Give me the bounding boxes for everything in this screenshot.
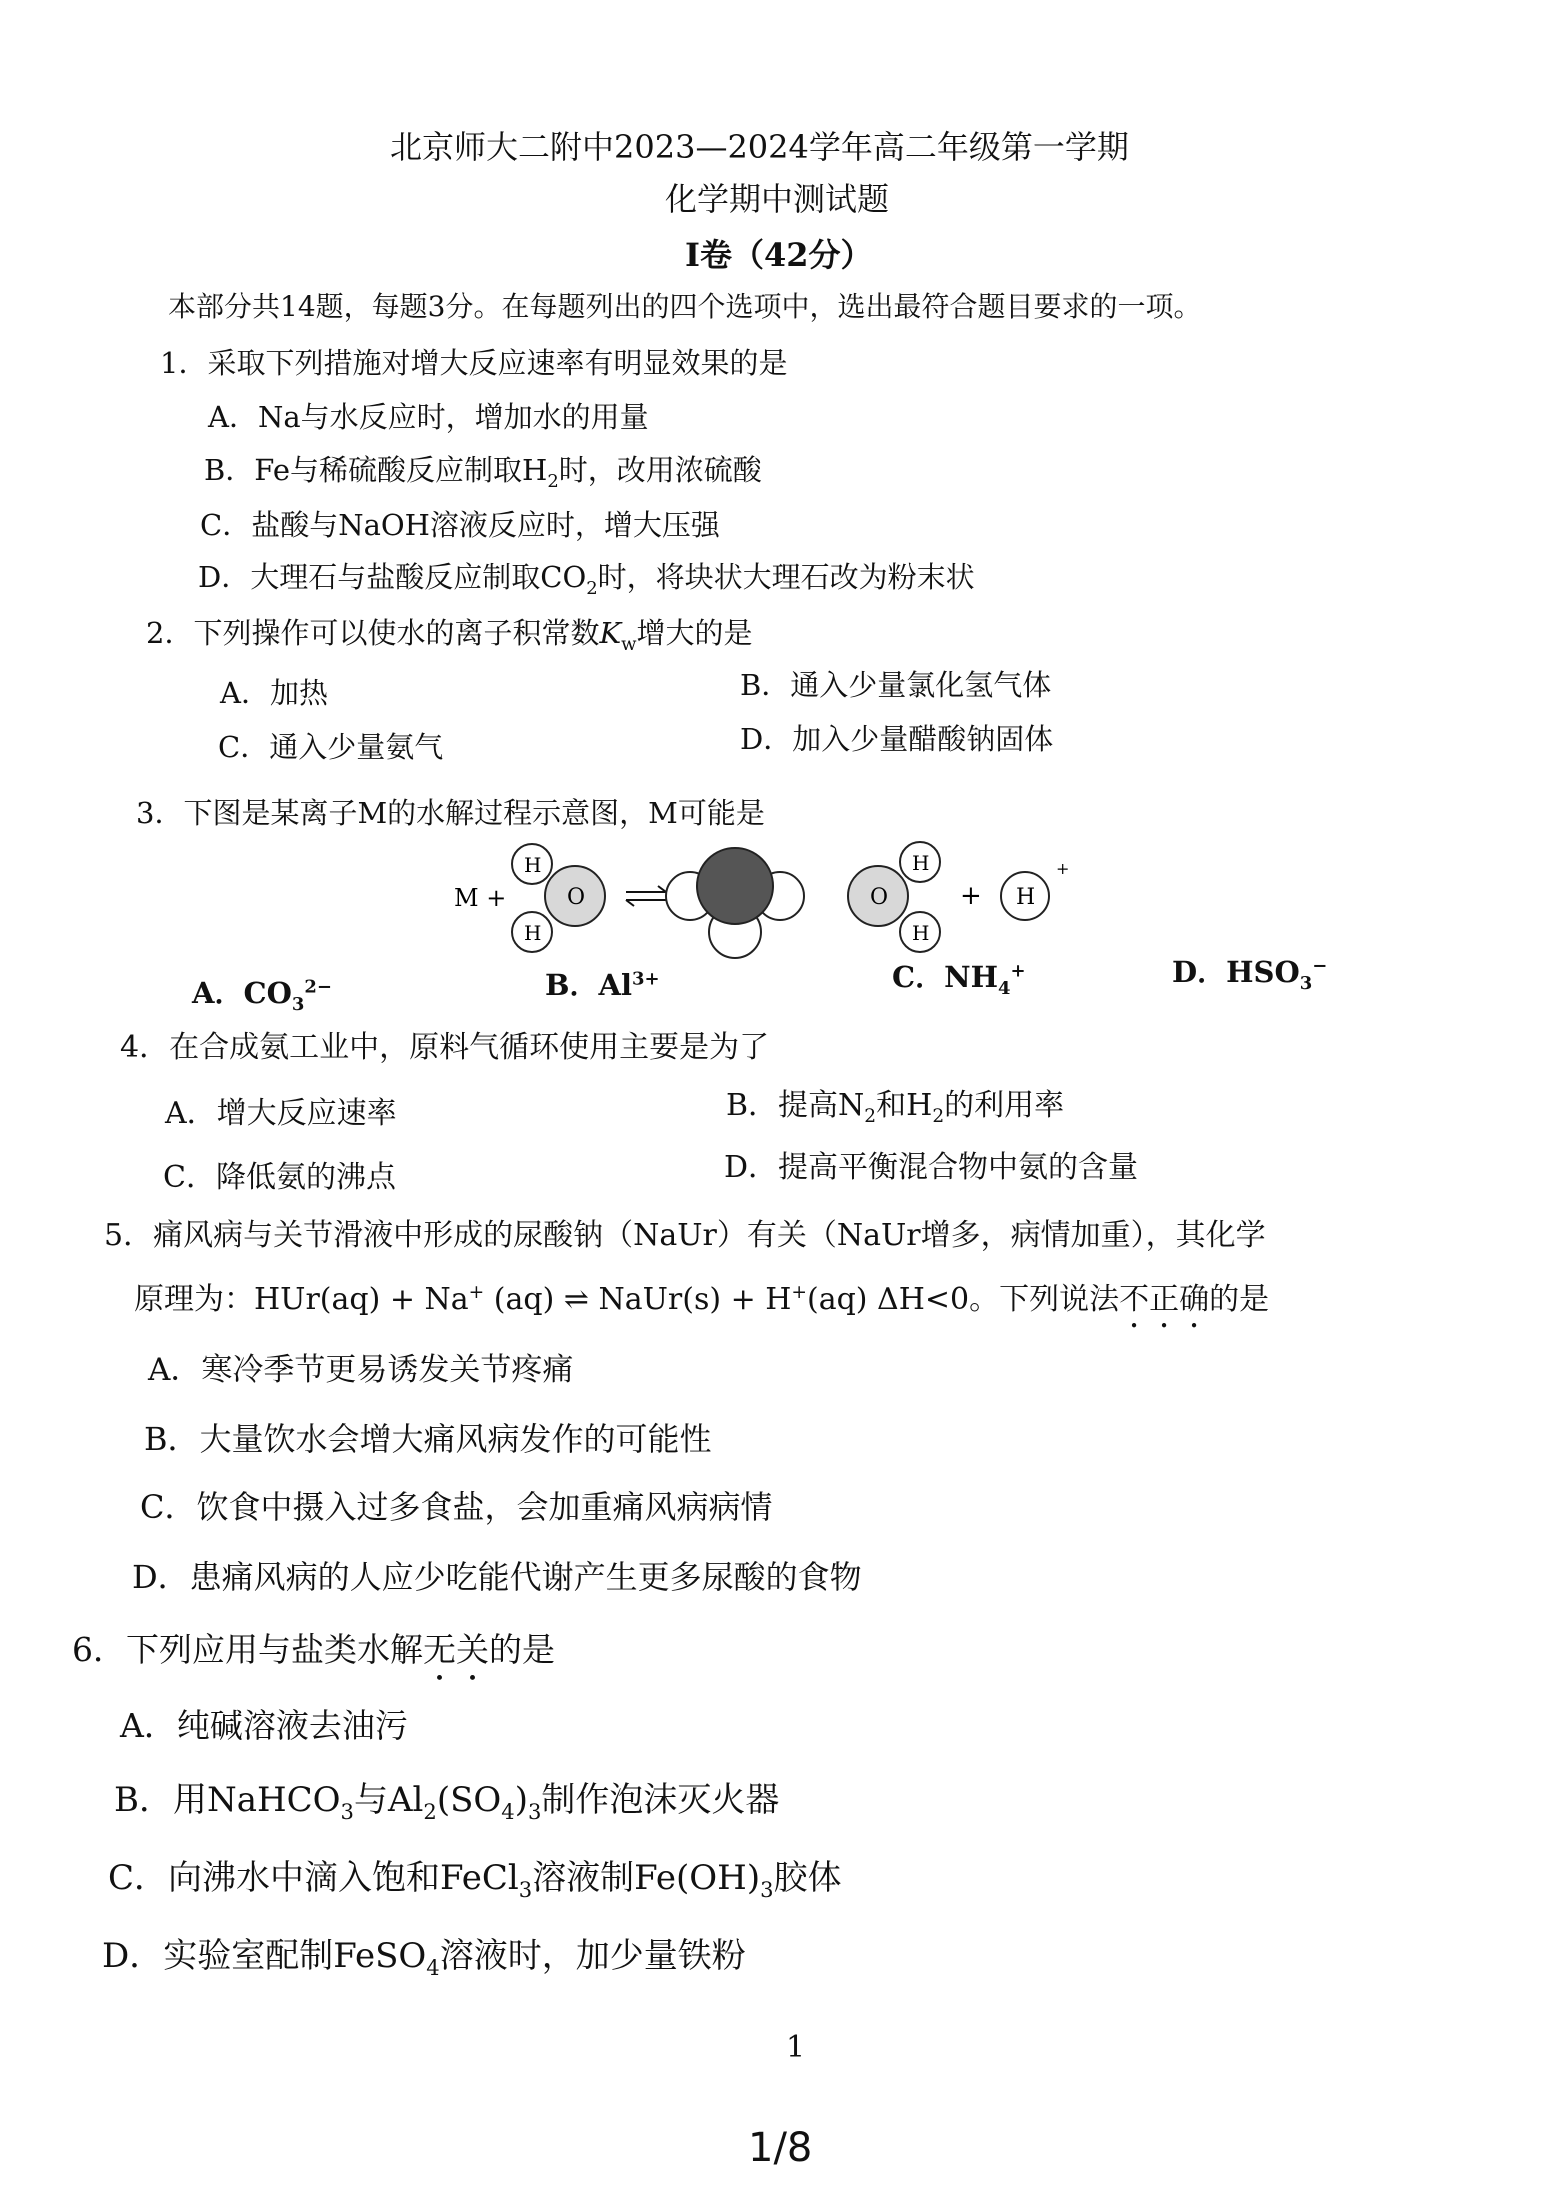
q1-stem: 1．采取下列措施对增大反应速率有明显效果的是 — [160, 346, 788, 380]
q3-option-d: D．$HSO_3^-$ — [1172, 955, 1328, 994]
q3-option-b: B．$Al^{3+}$ — [545, 968, 660, 1002]
exam-title: 北京师大二附中2023—2024学年高二年级第一学期 — [390, 128, 1129, 166]
q5-option-a: A．寒冷季节更易诱发关节疼痛 — [148, 1352, 574, 1388]
instructions: 本部分共14题，每题3分。在每题列出的四个选项中，选出最符合题目要求的一项。 — [168, 290, 1202, 323]
q5-emphasis: 不正确 — [1119, 1282, 1210, 1317]
q2-option-d: D．加入少量醋酸钠固体 — [740, 722, 1054, 756]
central-ion-atom — [697, 848, 773, 924]
diagram-m-label: M + — [454, 884, 507, 912]
q4-option-c: C．降低氨的沸点 — [163, 1160, 396, 1195]
q3-option-c: C．$NH_4^+$ — [892, 960, 1026, 999]
q3-stem: 3．下图是某离子M的水解过程示意图，M可能是 — [136, 796, 765, 830]
q1-option-d: D．大理石与盐酸反应制取$CO_2$时，将块状大理石改为粉末状 — [198, 560, 975, 599]
q1-option-c: C．盐酸与NaOH溶液反应时，增大压强 — [200, 508, 720, 542]
q2-option-b: B．通入少量氯化氢气体 — [740, 668, 1052, 702]
proton-label: H — [1016, 885, 1036, 910]
q4-option-b: B．提高$N_2$和$H_2$的利用率 — [726, 1088, 1065, 1127]
q6-option-b: B．用NaHCO$_3$与$Al_2(SO_4)_3$制作泡沫灭火器 — [114, 1780, 780, 1824]
water-h-label-bottom: H — [524, 921, 542, 945]
q6-stem: 6．下列应用与盐类水解无关的是 — [72, 1630, 555, 1669]
q5-stem: 5．痛风病与关节滑液中形成的尿酸钠（NaUr）有关（NaUr增多，病情加重），其化学 — [104, 1218, 1266, 1253]
q4-option-d: D．提高平衡混合物中氨的含量 — [724, 1150, 1139, 1185]
q1-option-a: A．Na与水反应时，增加水的用量 — [208, 400, 649, 434]
hydroxide-h-label-top: H — [912, 851, 930, 875]
hydrolysis-diagram — [440, 830, 1100, 960]
q4-option-a: A．增大反应速率 — [165, 1096, 397, 1131]
q2-stem: 2．下列操作可以使水的离子积常数$K_w$增大的是 — [146, 616, 753, 655]
equilibrium-arrow-icon — [626, 886, 666, 906]
proton-charge: + — [1056, 859, 1070, 878]
q2-option-c: C．通入少量氨气 — [218, 730, 444, 764]
diagram-plus: + — [960, 881, 982, 911]
water-h-label-top: H — [524, 853, 542, 877]
q2-option-a: A．加热 — [220, 676, 328, 710]
section-heading: I卷（42分） — [685, 236, 873, 274]
q5-equation: 原理为：HUr(aq) + Na+ (aq) ⇌ NaUr(s) + H+(aq) ΔH<0。下列说法不正确的是 — [134, 1282, 1270, 1317]
q6-option-a: A．纯碱溶液去油污 — [120, 1706, 408, 1745]
q5-option-b: B．大量饮水会增大痛风病发作的可能性 — [144, 1420, 712, 1458]
water-oxygen-label: O — [567, 885, 586, 910]
q6-option-d: D．实验室配制FeSO$_4$溶液时，加少量铁粉 — [102, 1936, 746, 1980]
q1-option-b: B．Fe与稀硫酸反应制取$H_2$时，改用浓硫酸 — [204, 453, 762, 492]
q5-option-d: D．患痛风病的人应少吃能代谢产生更多尿酸的食物 — [132, 1558, 862, 1596]
q5-option-c: C．饮食中摄入过多食盐，会加重痛风病病情 — [140, 1488, 773, 1526]
q3-option-a: A．$CO_3^{2-}$ — [192, 976, 332, 1015]
q4-stem: 4．在合成氨工业中，原料气循环使用主要是为了 — [120, 1030, 770, 1065]
hydroxide-h-label-bottom: H — [912, 921, 930, 945]
page-number: 1 — [786, 2030, 806, 2065]
q6-emphasis: 无关 — [423, 1630, 489, 1669]
hydroxide-oxygen-label: O — [870, 885, 889, 910]
q6-option-c: C．向沸水中滴入饱和FeCl$_3$溶液制$Fe(OH)_3$胶体 — [108, 1858, 842, 1902]
page-indicator: 1/8 — [748, 2125, 813, 2171]
exam-subtitle: 化学期中测试题 — [665, 180, 890, 218]
